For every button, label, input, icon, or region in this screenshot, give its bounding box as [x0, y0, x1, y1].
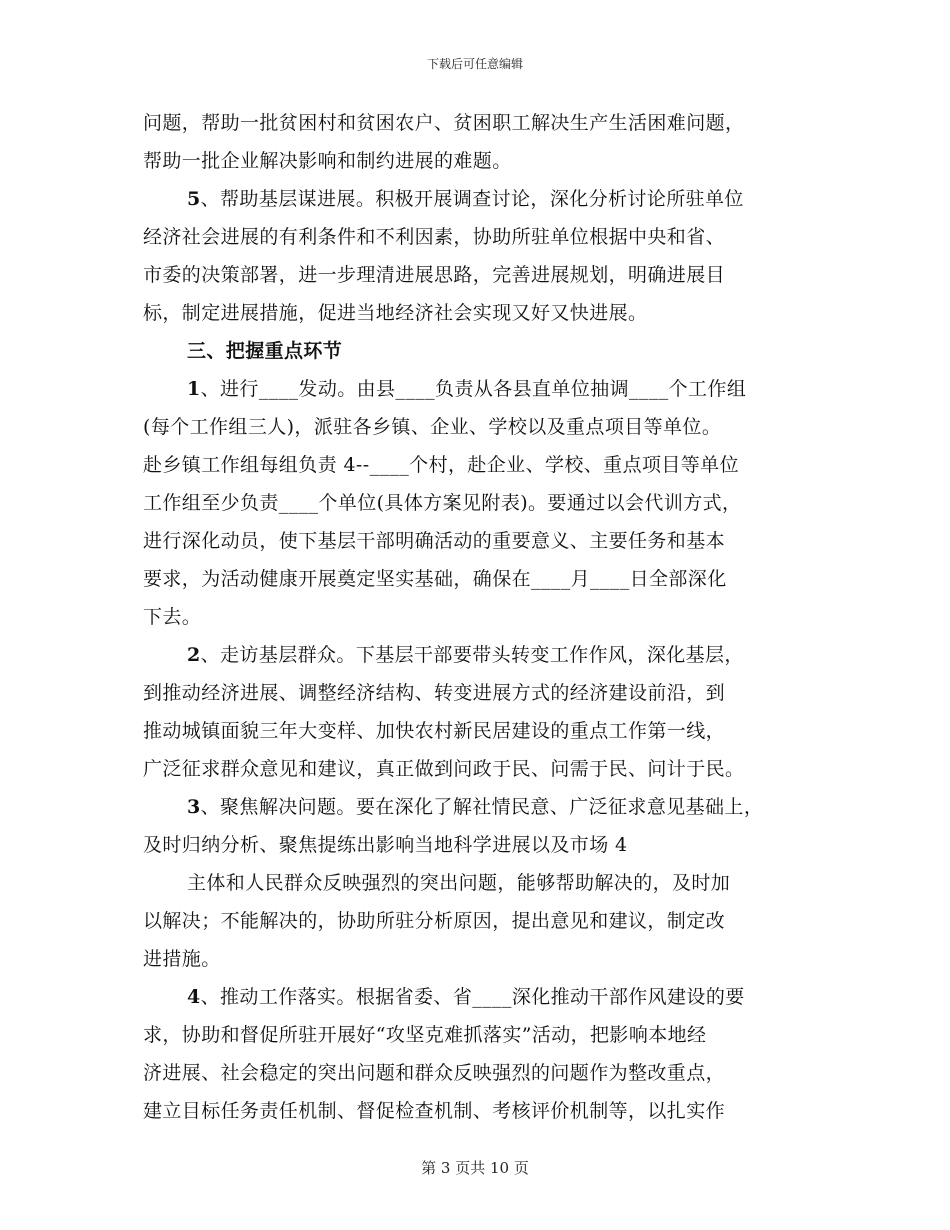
text-line: (每个工作组三人)，派驻各乡镇、企业、学校以及重点项目等单位。	[143, 416, 722, 438]
page-header: 下载后可任意编辑	[426, 57, 523, 71]
text-line: 标，制定进展措施，促进当地经济社会实现又好又快进展。	[143, 302, 648, 324]
text-line: 要求，为活动健康开展奠定坚实基础，确保在____月____日全部深化	[143, 568, 727, 590]
section-heading: 三、把握重点环节	[187, 340, 343, 362]
text-line: 问题，帮助一批贫困村和贫困农户、贫困职工解决生产生活困难问题，	[143, 112, 745, 134]
text-line: 进措施。	[143, 948, 221, 970]
text-line: 到推动经济进展、调整经济结构、转变进展方式的经济建设前沿，到	[143, 682, 726, 704]
text-line: 建立目标任务责任机制、督促检查机制、考核评价机制等，以扎实作	[143, 1100, 726, 1122]
paragraph-start-4: 4、推动工作落实。根据省委、省____深化推动干部作风建设的要	[187, 986, 745, 1008]
text-line: 经济社会进展的有利条件和不利因素，协助所驻单位根据中央和省、	[143, 226, 726, 248]
text-line: 帮助一批企业解决影响和制约进展的难题。	[143, 150, 512, 172]
text-line: 工作组至少负责____个单位(具体方案见附表)。要通过以会代训方式，	[143, 492, 742, 514]
text-line: 进行深化动员，使下基层干部明确活动的重要意义、主要任务和基本	[143, 530, 726, 552]
item-number: 5	[187, 188, 201, 210]
text-line: 求，协助和督促所驻开展好“攻坚克难抓落实”活动，把影响本地经	[143, 1024, 707, 1046]
text-line: 市委的决策部署，进一步理清进展思路，完善进展规划，明确进展目	[143, 264, 726, 286]
item-number: 2	[187, 644, 201, 666]
item-number: 1	[187, 378, 201, 400]
page-footer: 第 3 页共 10 页	[421, 1159, 529, 1177]
text-line: 及时归纳分析、聚焦提练出影响当地科学进展以及市场 4	[143, 834, 628, 856]
item-number: 3	[187, 796, 201, 818]
text-line: 广泛征求群众意见和建议，真正做到问政于民、问需于民、问计于民。	[143, 758, 745, 780]
paragraph-start-2: 2、走访基层群众。下基层干部要带头转变工作作风，深化基层，	[187, 644, 744, 666]
text-line: 推动城镇面貌三年大变样、加快农村新民居建设的重点工作第一线，	[143, 720, 726, 742]
paragraph-start-5: 5、帮助基层谋进展。积极开展调查讨论，深化分析讨论所驻单位	[187, 188, 744, 210]
text-line: 主体和人民群众反映强烈的突出问题，能够帮助解决的，及时加	[187, 872, 731, 894]
text-line: 赴乡镇工作组每组负责 4--____个村，赴企业、学校、重点项目等单位	[143, 454, 739, 476]
text-line: 济进展、社会稳定的突出问题和群众反映强烈的问题作为整改重点，	[143, 1062, 726, 1084]
paragraph-start-1: 1、进行____发动。由县____负责从各县直单位抽调____个工作组	[187, 378, 747, 400]
text-line: 下去。	[143, 606, 202, 628]
item-number: 4	[187, 986, 201, 1008]
text-line: 以解决；不能解决的，协助所驻分析原因，提出意见和建议，制定改	[143, 910, 726, 932]
paragraph-start-3: 3、聚焦解决问题。要在深化了解社情民意、广泛征求意见基础上，	[187, 796, 764, 818]
